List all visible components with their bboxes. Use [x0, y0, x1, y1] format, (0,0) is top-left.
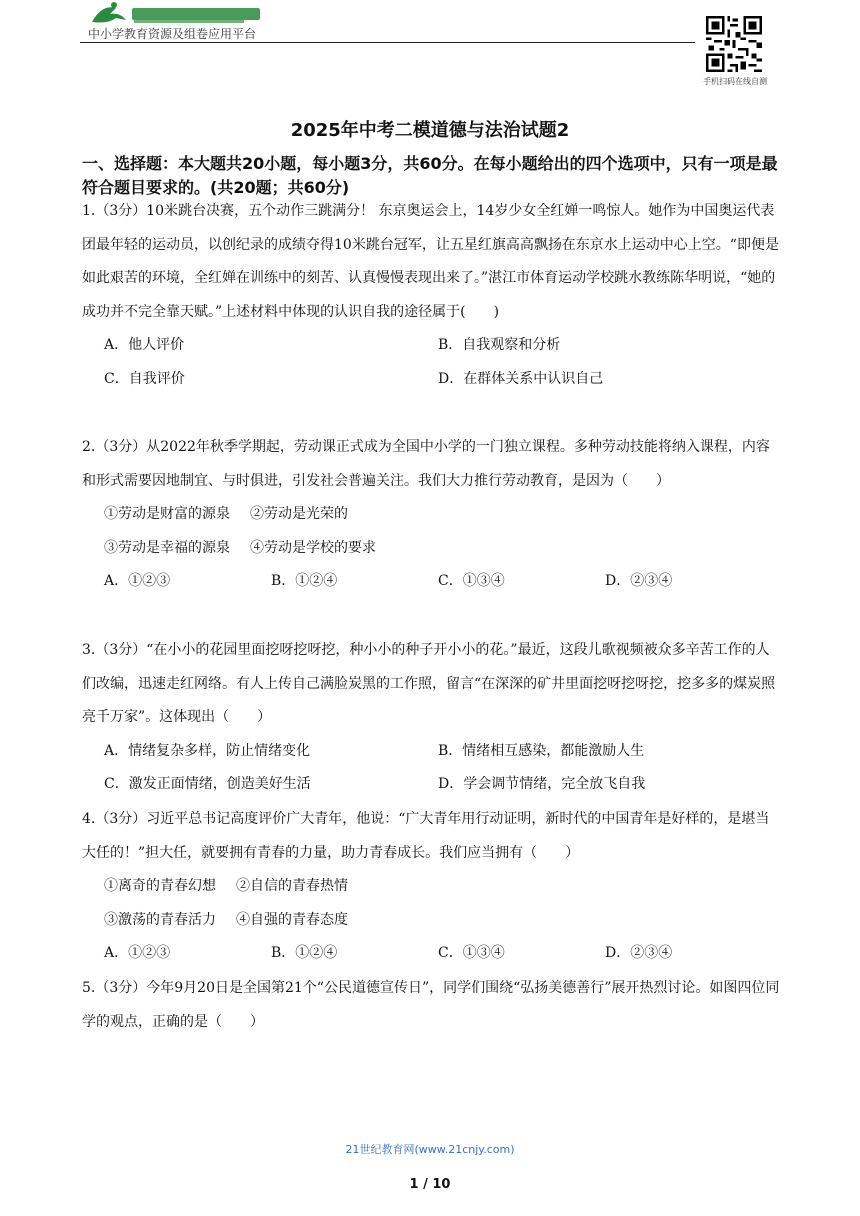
platform-logo — [86, 0, 276, 26]
options-row — [82, 565, 782, 599]
question-stem: 3.（3分）“在小小的花园里面挖呀挖呀挖，种小小的种子开小小的花。”最近，这段儿歌视频被众多辛苦工作的人们改编，迅速走红网络。有人上传自己满脸炭黑的工作照，留言“在深深的矿井里面挖呀挖呀挖，挖多多的煤炭照亮千万家”。这体现出（ ） — [82, 642, 776, 725]
question-1 — [82, 195, 782, 396]
option-d[interactable]: D．②③④ — [605, 945, 673, 961]
statements-row — [82, 498, 782, 532]
option-a[interactable]: A．他人评价 — [104, 337, 185, 353]
section-heading: 一、选择题：本大题共20小题，每小题3分，共60分。在每小题给出的四个选项中，只有一项是最符合题目要求的。(共20题；共60分) — [82, 154, 778, 197]
exam-title: 2025年中考二模道德与法治试题2 — [290, 120, 570, 141]
option-b[interactable]: B．情绪相互感染，都能激励人生 — [438, 742, 645, 759]
platform-subtitle: 中小学教育资源及组卷应用平台 — [88, 27, 257, 41]
option-c[interactable]: C．自我评价 — [104, 370, 185, 387]
footer-site-link[interactable]: 21世纪教育网(www.21cnjy.com) — [345, 1143, 515, 1156]
options-row — [82, 329, 782, 363]
option-b[interactable]: B．自我观察和分析 — [438, 337, 561, 353]
option-a[interactable]: A．①②③ — [104, 573, 171, 589]
question-stem: 5.（3分）今年9月20日是全国第21个“公民道德宣传日”，同学们围绕“弘扬美德善行”展开热烈讨论。如图四位同学的观点，正确的是（ ） — [82, 980, 780, 1030]
statements-row — [82, 532, 782, 566]
statement-1: ①离奇的青春幻想 — [104, 878, 216, 894]
statement-2: ②劳动是光荣的 — [250, 506, 348, 522]
page-number: 1 / 10 — [409, 1177, 451, 1192]
statement-3: ③激荡的青春活力 — [104, 911, 216, 928]
option-d[interactable]: D．学会调节情绪，完全放飞自我 — [438, 776, 646, 792]
options-row — [82, 363, 782, 397]
option-c[interactable]: C．①③④ — [438, 573, 505, 589]
question-2 — [82, 431, 782, 599]
question-3 — [82, 634, 782, 802]
statement-4: ④自强的青春态度 — [236, 911, 348, 928]
option-c[interactable]: C．激发正面情绪，创造美好生活 — [104, 776, 311, 792]
question-stem: 1.（3分）10米跳台决赛，五个动作三跳满分！ 东京奥运会上，14岁少女全红婵一鸣惊人。她作为中国奥运代表团最年轻的运动员，以创纪录的成绩夺得10米跳台冠军，让五星红旗高高飘扬在东京水上运动中心上空。“即便是如此艰苦的环境，全红婵在训练中的刻苦、认真慢慢表现出来了。”湛江市体育运动学校跳水教练陈华明说，“她的成功并不完全靠天赋。”上述材料中体现的认识自我的途径属于( ) — [82, 203, 779, 320]
option-c[interactable]: C．①③④ — [438, 945, 505, 961]
statement-3: ③劳动是幸福的源泉 — [104, 539, 230, 556]
question-stem: 4.（3分）习近平总书记高度评价广大青年，他说：“广大青年用行动证明，新时代的中国青年是好样的，是堪当大任的！”担大任，就要拥有青春的力量，助力青春成长。我们应当拥有（ ） — [82, 811, 770, 861]
option-a[interactable]: A．情绪复杂多样，防止情绪变化 — [104, 742, 311, 759]
option-a[interactable]: A．①②③ — [104, 945, 171, 961]
question-5 — [82, 972, 782, 1039]
statements-row — [82, 870, 782, 904]
question-4 — [82, 803, 782, 971]
option-d[interactable]: D．在群体关系中认识自己 — [438, 370, 604, 387]
option-b[interactable]: B．①②④ — [271, 945, 338, 961]
options-row — [82, 735, 782, 769]
page-header — [0, 0, 860, 100]
options-row — [82, 768, 782, 802]
question-stem: 2.（3分）从2022年秋季学期起，劳动课正式成为全国中小学的一门独立课程。多种劳动技能将纳入课程，内容和形式需要因地制宜、与时俱进，引发社会普遍关注。我们大力推行劳动教育，是因为（ ） — [82, 439, 770, 489]
statement-1: ①劳动是财富的源泉 — [104, 506, 230, 522]
statement-4: ④劳动是学校的要求 — [250, 539, 376, 556]
qr-caption: 手机扫码在线自测 — [703, 77, 767, 86]
statement-2: ②自信的青春热情 — [236, 878, 348, 894]
qr-code-icon — [706, 16, 762, 72]
statements-row — [82, 904, 782, 938]
options-row — [82, 937, 782, 971]
option-b[interactable]: B．①②④ — [271, 573, 338, 589]
option-d[interactable]: D．②③④ — [605, 573, 673, 589]
header-divider — [80, 42, 695, 43]
